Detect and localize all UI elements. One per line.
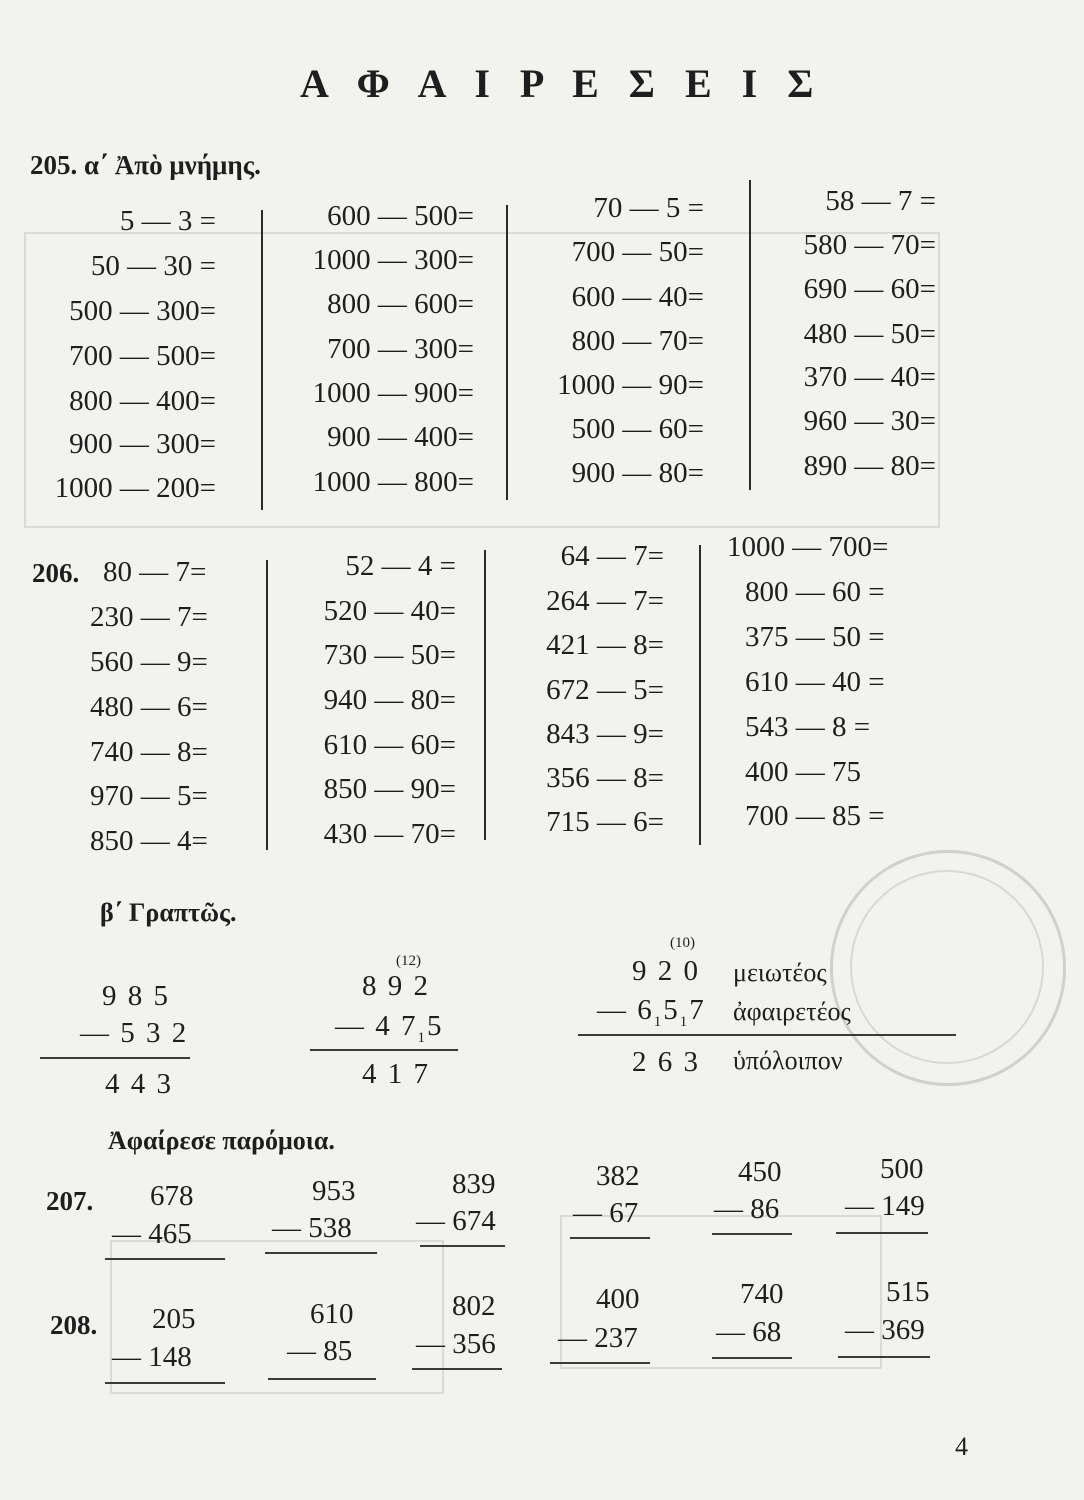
result-rule [420,1245,505,1247]
subtrahend-word: ἀφαιρετέος [733,997,851,1026]
equation: 1000 — 800= [312,466,474,498]
subtrahend [597,994,706,1031]
equation: 740 — 8= [90,736,208,768]
result-rule [712,1357,792,1359]
equation: 480 — 6= [90,691,208,723]
result-rule [570,1237,650,1239]
equation: 715 — 6= [546,806,664,838]
equation: 600 — 500= [327,200,474,232]
equation: 970 — 5= [90,780,208,812]
minuend: 678 [150,1180,194,1212]
equation: 690 — 60= [803,273,936,305]
minuend: 839 [452,1168,496,1200]
exercise-205-label: 205. α΄ Ἀπὸ μνήμης. [30,150,261,180]
result-rule [40,1057,190,1059]
equation: 543 — 8 = [745,711,871,743]
carry-mark: (10) [670,935,695,951]
subtrahend: — 5 3 2 [80,1017,189,1049]
subtrahend [335,1010,444,1047]
column-divider [749,180,751,490]
equation: 900 — 80= [571,457,704,489]
subtrahend: — 86 [714,1193,780,1225]
minuend: 400 [596,1283,640,1315]
minuend: 953 [312,1175,356,1207]
borrow-digit: 1 [653,1013,664,1030]
subtrahend: — 538 [272,1212,352,1244]
equation: 370 — 40= [803,361,936,393]
column-divider [484,550,486,840]
page-title: Α Φ Α Ι Ρ Ε Σ Ε Ι Σ [300,61,824,106]
equation: 560 — 9= [90,646,208,678]
equation: 70 — 5 = [593,192,704,224]
equation: 900 — 400= [327,421,474,453]
result-rule [268,1378,376,1380]
borrow-digit: 1 [679,1013,690,1030]
borrow-digit: 1 [417,1029,427,1046]
minuend: 450 [738,1156,782,1188]
subtrahend: — 465 [112,1218,192,1250]
equation: 400 — 75 [745,756,861,788]
column-divider [266,560,268,850]
minuend: 740 [740,1278,784,1310]
equation: 50 — 30 = [90,250,216,282]
sub-part-a: — 6 [597,994,654,1026]
equation: 1000 — 300= [312,244,474,276]
subtrahend: — 237 [558,1322,638,1354]
equation: 480 — 50= [803,318,936,350]
result-rule [578,1034,956,1036]
column-divider [261,210,263,510]
minuend: 205 [152,1303,196,1335]
subtrahend: — 369 [845,1314,925,1346]
equation: 800 — 400= [69,385,216,417]
result-rule [105,1382,225,1384]
exercise-206-label: 206. [32,558,80,588]
page-number: 4 [955,1432,968,1461]
equation: 58 — 7 = [825,185,936,217]
subtrahend-main: — 4 7 [335,1010,418,1042]
subtrahend: — 85 [287,1335,353,1367]
equation: 843 — 9= [546,718,664,750]
equation: 1000 — 200= [54,472,216,504]
result-rule [265,1252,377,1254]
equation: 700 — 500= [69,340,216,372]
equation: 5 — 3 = [119,205,216,237]
equation: 375 — 50 = [745,621,885,653]
equation: 610 — 40 = [745,666,885,698]
minuend: 9 8 5 [102,980,170,1012]
equation: 800 — 600= [327,288,474,320]
equation: 500 — 60= [571,413,704,445]
result-rule [712,1233,792,1235]
minuend-word: μειωτέος [733,958,827,987]
remainder-word: ὑπόλοιπον [733,1046,843,1075]
subtrahend-end: 5 [427,1010,444,1042]
equation: 80 — 7= [103,556,207,588]
equation: 421 — 8= [546,629,664,661]
minuend: 515 [886,1276,930,1308]
equation: 520 — 40= [323,595,456,627]
minuend: 500 [880,1153,924,1185]
result-rule [836,1232,928,1234]
equation: 960 — 30= [803,405,936,437]
column-divider [506,205,508,500]
equation: 356 — 8= [546,762,664,794]
minuend: 610 [310,1298,354,1330]
equation: 580 — 70= [803,229,936,261]
result-rule [412,1368,502,1370]
equation: 800 — 70= [571,325,704,357]
equation: 700 — 85 = [745,800,885,832]
subtrahend: — 149 [845,1190,925,1222]
equation: 264 — 7= [546,585,664,617]
column-divider [699,545,701,845]
equation: 1000 — 90= [557,369,704,401]
minuend: 382 [596,1160,640,1192]
carry-mark: (12) [396,953,421,969]
written-section-label: β΄ Γραπτῶς. [100,898,237,927]
equation: 730 — 50= [323,639,456,671]
equation: 800 — 60 = [745,576,885,608]
remainder: 4 4 3 [105,1068,173,1100]
equation: 850 — 4= [90,825,208,857]
minuend: 9 2 0 [632,955,700,987]
subtrahend: — 67 [573,1197,639,1229]
subtrahend: — 68 [716,1316,782,1348]
result-rule [105,1258,225,1260]
equation: 52 — 4 = [345,550,456,582]
equation: 940 — 80= [323,684,456,716]
equation: 600 — 40= [571,281,704,313]
equation: 850 — 90= [323,773,456,805]
exercise-208-label: 208. [50,1310,98,1340]
result-rule [310,1049,458,1051]
equation: 900 — 300= [69,428,216,460]
sub-part-c: 7 [689,994,706,1026]
equation: 1000 — 900= [312,377,474,409]
equation: 700 — 50= [571,236,704,268]
similar-section-label: Ἀφαίρεσε παρόμοια. [108,1126,335,1155]
remainder: 4 1 7 [362,1058,430,1090]
subtrahend: — 674 [416,1205,496,1237]
equation: 672 — 5= [546,674,664,706]
equation: 610 — 60= [323,729,456,761]
result-rule [550,1362,650,1364]
equation: 700 — 300= [327,333,474,365]
equation: 430 — 70= [323,818,456,850]
minuend: 802 [452,1290,496,1322]
equation: 230 — 7= [90,601,208,633]
subtrahend: — 148 [112,1341,192,1373]
remainder: 2 6 3 [632,1046,700,1078]
subtrahend: — 356 [416,1328,496,1360]
result-rule [838,1356,930,1358]
equation: 890 — 80= [803,450,936,482]
minuend: 8 9 2 [362,970,430,1002]
sub-part-b: 5 [663,994,680,1026]
equation: 64 — 7= [560,540,664,572]
equation: 1000 — 700= [727,531,889,563]
equation: 500 — 300= [69,295,216,327]
exercise-207-label: 207. [46,1186,94,1216]
